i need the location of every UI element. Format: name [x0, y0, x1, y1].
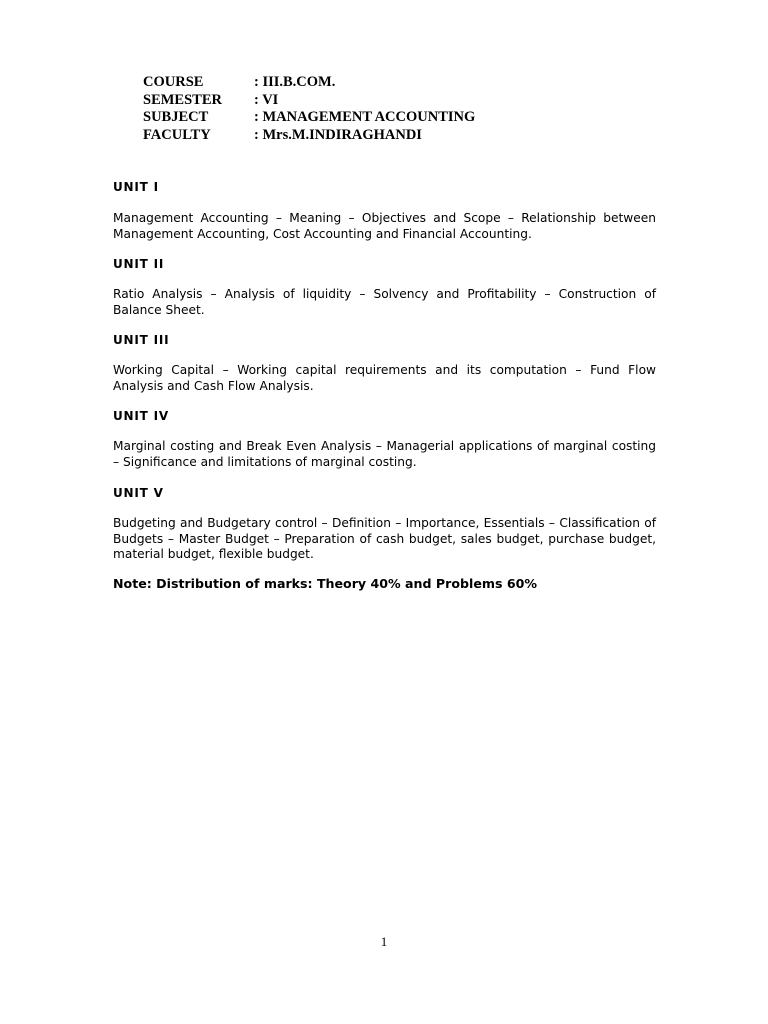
- unit-4-text: Marginal costing and Break Even Analysis – Managerial applications of marginal costing – Significance and limitations of marginal costing.: [113, 439, 656, 469]
- header-value: : III.B.COM.: [254, 74, 336, 90]
- header-row-faculty: [143, 127, 475, 145]
- page-number: 1: [380, 934, 388, 949]
- header-value: : VI: [254, 91, 279, 108]
- unit-2-text: Ratio Analysis – Analysis of liquidity – Solvency and Profitability – Construction of Balance Sheet.: [113, 287, 656, 317]
- marks-note: Note: Distribution of marks: Theory 40% and Problems 60%: [113, 576, 538, 591]
- header-value: : MANAGEMENT ACCOUNTING: [254, 109, 476, 125]
- course-header: [143, 74, 475, 144]
- header-row-semester: [143, 92, 475, 110]
- header-row-subject: [143, 109, 475, 127]
- unit-3-text: Working Capital – Working capital requirements and its computation – Fund Flow Analysis and Cash Flow Analysis.: [113, 363, 656, 393]
- header-label: FACULTY: [143, 126, 211, 143]
- header-label: SEMESTER: [143, 91, 222, 108]
- unit-4-title: UNIT IV: [113, 409, 169, 423]
- unit-1-title: UNIT I: [113, 180, 159, 194]
- header-label: SUBJECT: [143, 109, 209, 125]
- unit-2-title: UNIT II: [113, 257, 165, 271]
- unit-5-text: Budgeting and Budgetary control – Definition – Importance, Essentials – Classification of Budgets – Master Budget – Preparation of cash budget, sales budget, purchase budget, material budget, flexible budget.: [113, 516, 656, 561]
- unit-5-title: UNIT V: [113, 486, 164, 500]
- unit-1-text: Management Accounting – Meaning – Objectives and Scope – Relationship between Management Accounting, Cost Accounting and Financial Accounting.: [113, 211, 656, 241]
- header-label: COURSE: [143, 74, 204, 90]
- header-value: : Mrs.M.INDIRAGHANDI: [254, 126, 422, 143]
- unit-3-title: UNIT III: [113, 333, 170, 347]
- header-row-course: [143, 74, 475, 92]
